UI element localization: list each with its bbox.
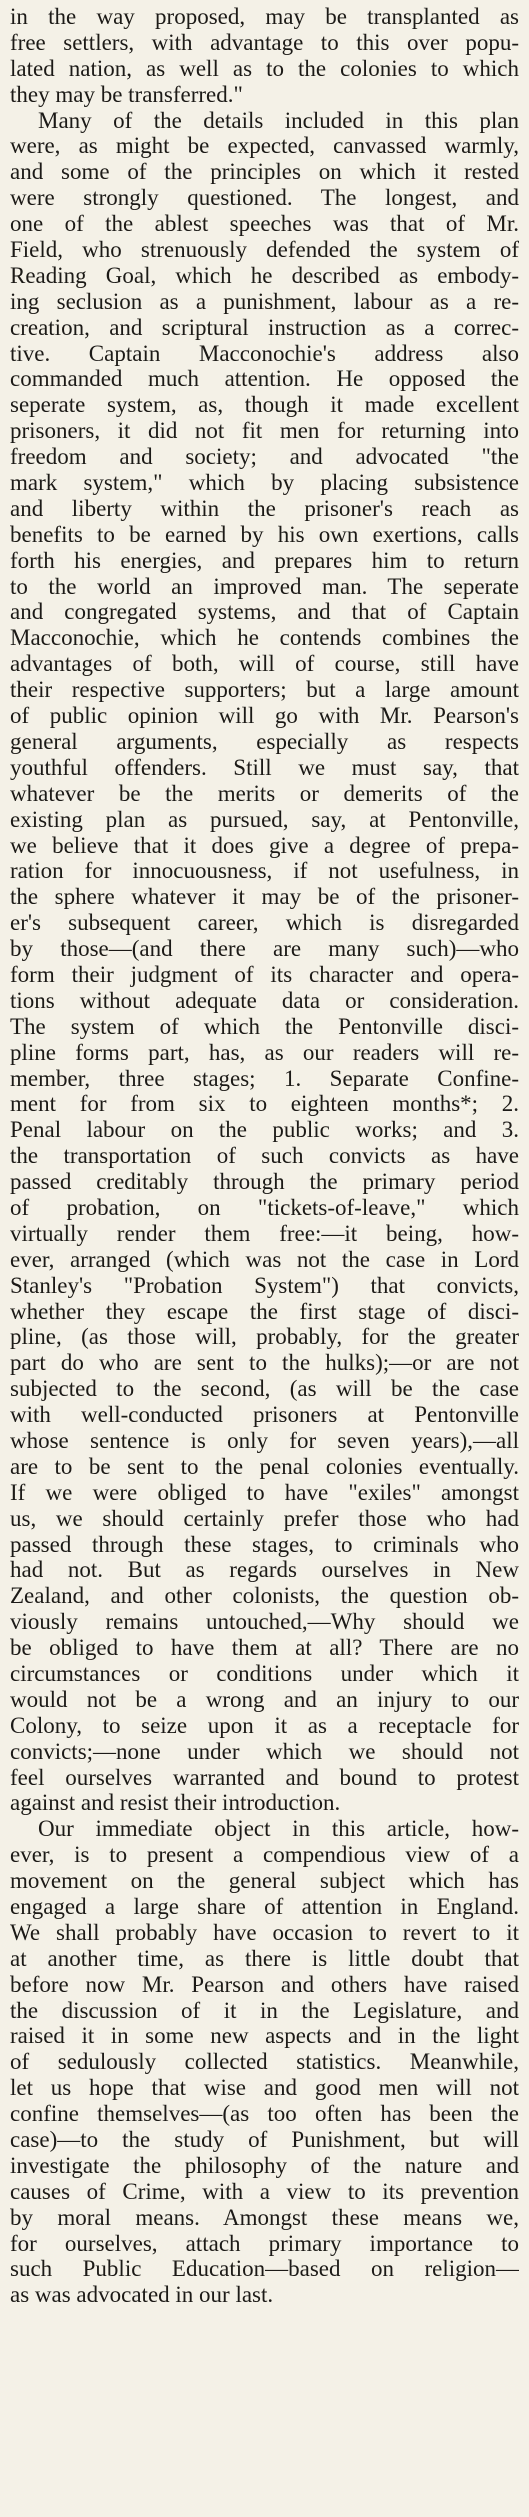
- text-line: circumstances or conditions under which it: [10, 1661, 519, 1686]
- text-line: in the way proposed, may be transplanted as: [10, 4, 519, 29]
- text-line: convicts;—none under which we should not: [10, 1738, 519, 1764]
- text-line: had not. But as regards ourselves in New: [10, 1557, 519, 1583]
- text-line: prisoners, it did not fit men for returning into: [10, 418, 519, 444]
- text-line: freedom and society; and advocated "the: [10, 444, 519, 470]
- text-line: commanded much attention. He opposed the: [10, 366, 519, 392]
- text-line: they may be transferred.": [10, 81, 243, 107]
- text-line: Field, who strenuously defended the system of: [10, 237, 519, 263]
- text-line: to the world an improved man. The seperate: [10, 573, 519, 599]
- text-line: of sedulously collected statistics. Meanwhile,: [10, 2049, 519, 2075]
- text-line: benefits to be earned by his own exertions, calls: [10, 521, 519, 547]
- text-line: ration for innocuousness, if not usefulness, in: [10, 858, 519, 884]
- text-line: engaged a large share of attention in England.: [10, 1894, 519, 1920]
- text-line: Stanley's "Probation System") that convicts,: [10, 1272, 519, 1298]
- text-line: viously remains untouched,—Why should we: [10, 1609, 519, 1635]
- text-line: forth his energies, and prepares him to return: [10, 547, 519, 573]
- text-line: us, we should certainly prefer those who had: [10, 1505, 519, 1531]
- text-line: ever, is to present a compendious view of a: [10, 1842, 519, 1868]
- text-line: of probation, on "tickets-of-leave," which: [10, 1194, 519, 1220]
- text-line: whatever be the merits or demerits of the: [10, 780, 519, 806]
- text-line: as was advocated in our last.: [10, 2282, 274, 2308]
- text-line: with well-conducted prisoners at Pentonville: [10, 1402, 519, 1428]
- text-line: Zealand, and other colonists, the question ob-: [10, 1583, 519, 1609]
- text-line: seperate system, as, though it made excellent: [10, 392, 519, 418]
- text-line: tions without adequate data or consideration.: [10, 987, 519, 1013]
- text-line: general arguments, especially as respects: [10, 728, 519, 754]
- text-line: by those—(and there are many such)—who: [10, 936, 519, 962]
- text-line: virtually render them free:—it being, how-: [10, 1220, 519, 1246]
- text-line: the discussion of it in the Legislature, and: [10, 1997, 519, 2023]
- text-line: are to be sent to the penal colonies eventually.: [10, 1453, 519, 1479]
- text-line: lated nation, as well as to the colonies to which: [10, 55, 519, 81]
- text-line: existing plan as pursued, say, at Pentonville,: [10, 806, 519, 832]
- text-line: at another time, as there is little doubt that: [10, 1945, 519, 1971]
- text-line: raised it in some new aspects and in the light: [10, 2023, 519, 2049]
- text-line: and some of the principles on which it rested: [10, 159, 519, 185]
- text-line: we believe that it does give a degree of prepa-: [10, 832, 519, 858]
- text-line: creation, and scriptural instruction as a correc-: [10, 314, 519, 340]
- text-line: tive. Captain Macconochie's address also: [10, 340, 519, 366]
- paragraph-1: [10, 4, 519, 108]
- text-line: free settlers, with advantage to this over popu-: [10, 29, 519, 55]
- paragraph-3: [10, 1816, 519, 2308]
- text-line: before now Mr. Pearson and others have raised: [10, 1971, 519, 1997]
- text-line: feel ourselves warranted and bound to protest: [10, 1764, 519, 1790]
- text-line: be obliged to have them at all? There are no: [10, 1635, 519, 1661]
- text-line: against and resist their introduction.: [10, 1790, 341, 1816]
- text-line: were strongly questioned. The longest, and: [10, 185, 519, 211]
- text-line: of public opinion will go with Mr. Pearson's: [10, 703, 519, 729]
- text-line: part do who are sent to the hulks);—or are not: [10, 1350, 519, 1376]
- text-line: such Public Education—based on religion—: [10, 2256, 519, 2282]
- text-line: The system of which the Pentonville disci-: [10, 1013, 519, 1039]
- text-line: advantages of both, will of course, still have: [10, 651, 519, 677]
- text-line: and congregated systems, and that of Captain: [10, 599, 519, 625]
- text-line: movement on the general subject which has: [10, 1868, 519, 1894]
- text-line: passed through these stages, to criminals who: [10, 1531, 519, 1557]
- text-line: Many of the details included in this plan: [38, 107, 519, 133]
- text-line: We shall probably have occasion to revert to it: [10, 1919, 519, 1945]
- text-line: the sphere whatever it may be of the prisoner-: [10, 884, 519, 910]
- text-line: er's subsequent career, which is disregarded: [10, 910, 519, 936]
- text-line: pline, (as those will, probably, for the greater: [10, 1324, 519, 1350]
- text-line: for ourselves, attach primary importance to: [10, 2230, 519, 2256]
- text-line: ing seclusion as a punishment, labour as a re-: [10, 288, 519, 314]
- text-line: case)—to the study of Punishment, but will: [10, 2127, 519, 2153]
- text-line: let us hope that wise and good men will not: [10, 2075, 519, 2101]
- text-line: by moral means. Amongst these means we,: [10, 2204, 519, 2230]
- text-line: would not be a wrong and an injury to our: [10, 1686, 519, 1712]
- text-line: whose sentence is only for seven years),—all: [10, 1427, 519, 1453]
- text-line: Reading Goal, which he described as embody-: [10, 262, 519, 288]
- text-line: If we were obliged to have "exiles" amongst: [10, 1479, 519, 1505]
- text-line: one of the ablest speeches was that of Mr.: [10, 211, 519, 237]
- text-line: youthful offenders. Still we must say, that: [10, 754, 519, 780]
- text-line: pline forms part, has, as our readers will re-: [10, 1039, 519, 1065]
- text-line: mark system," which by placing subsistence: [10, 470, 519, 496]
- text-line: investigate the philosophy of the nature and: [10, 2152, 519, 2178]
- text-line: member, three stages; 1. Separate Confine-: [10, 1065, 519, 1091]
- text-line: subjected to the second, (as will be the case: [10, 1376, 519, 1402]
- paragraph-2: [10, 108, 519, 1817]
- text-line: ever, arranged (which was not the case in Lord: [10, 1246, 519, 1272]
- text-line: whether they escape the first stage of disci-: [10, 1298, 519, 1324]
- text-line: Colony, to seize upon it as a receptacle for: [10, 1712, 519, 1738]
- text-line: and liberty within the prisoner's reach as: [10, 495, 519, 521]
- text-line: were, as might be expected, canvassed warmly,: [10, 133, 519, 159]
- text-line: passed creditably through the primary period: [10, 1169, 519, 1195]
- text-line: Penal labour on the public works; and 3.: [10, 1117, 519, 1143]
- text-line: Our immediate object in this article, how-: [38, 1816, 519, 1842]
- text-line: Macconochie, which he contends combines the: [10, 625, 519, 651]
- text-line: causes of Crime, with a view to its prevention: [10, 2178, 519, 2204]
- text-line: their respective supporters; but a large amount: [10, 677, 519, 703]
- text-line: confine themselves—(as too often has been the: [10, 2101, 519, 2127]
- text-line: the transportation of such convicts as have: [10, 1143, 519, 1169]
- text-line: form their judgment of its character and opera-: [10, 961, 519, 987]
- text-line: ment for from six to eighteen months*; 2.: [10, 1091, 519, 1117]
